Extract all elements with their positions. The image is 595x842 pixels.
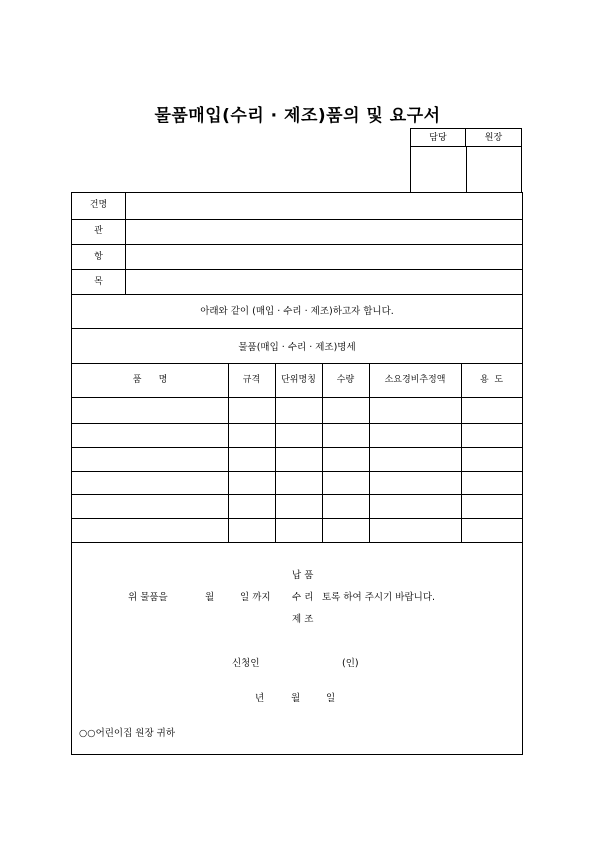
table-row <box>72 542 522 543</box>
header-estimated-cost: 소요경비추정액 <box>384 375 446 385</box>
column-divider <box>275 364 276 542</box>
date-month: 월 <box>291 693 301 704</box>
table-row <box>72 423 522 424</box>
form-table <box>71 192 523 755</box>
header-purpose: 용 도 <box>479 375 504 385</box>
applicant-seal: (인) <box>342 658 359 669</box>
applicant-label: 신청인 <box>232 658 260 669</box>
table-row <box>72 518 522 519</box>
header-quantity: 수량 <box>336 375 355 385</box>
intro-text: 아래와 같이 (매입 · 수리 · 제조)하고자 합니다. <box>200 306 394 317</box>
label-column-divider <box>125 193 126 294</box>
row-divider <box>72 328 522 329</box>
date-year: 년 <box>255 693 265 704</box>
row-divider <box>72 244 522 245</box>
table-row <box>72 447 522 448</box>
addressee: ○○어린이집 원장 귀하 <box>79 728 176 739</box>
column-divider <box>461 364 462 542</box>
request-word-delivery: 납 품 <box>292 570 314 581</box>
budget-label-gwan: 관 <box>94 226 103 236</box>
header-spec: 규격 <box>242 375 261 385</box>
request-line-prefix: 위 물품을 <box>128 592 168 603</box>
request-day: 일 까지 <box>240 592 271 603</box>
date-day: 일 <box>326 693 336 704</box>
approval-box <box>410 128 522 193</box>
table-row <box>72 494 522 495</box>
column-divider <box>369 364 370 542</box>
approval-header-staff: 담당 <box>411 129 466 147</box>
subject-label: 건명 <box>89 200 108 210</box>
approval-divider <box>466 147 467 193</box>
request-word-manufacture: 제 조 <box>292 614 314 625</box>
column-divider <box>228 364 229 542</box>
request-suffix: 토록 하여 주시기 바랍니다. <box>322 592 436 603</box>
budget-label-hang: 항 <box>94 252 103 262</box>
request-month: 월 <box>205 592 215 603</box>
list-title: 물품(매입 · 수리 · 제조)명세 <box>238 342 356 353</box>
request-repair: 수 리 <box>292 592 314 603</box>
row-divider <box>72 294 522 295</box>
approval-header-director: 원장 <box>466 129 521 147</box>
document-title: 물품매입(수리 · 제조)품의 및 요구서 <box>154 106 441 126</box>
column-divider <box>322 364 323 542</box>
row-divider <box>72 219 522 220</box>
budget-label-mok: 목 <box>94 277 103 287</box>
header-item-name: 품 명 <box>132 375 168 385</box>
row-divider <box>72 397 522 398</box>
table-row <box>72 471 522 472</box>
header-unit: 단위명칭 <box>281 375 316 385</box>
row-divider <box>72 269 522 270</box>
